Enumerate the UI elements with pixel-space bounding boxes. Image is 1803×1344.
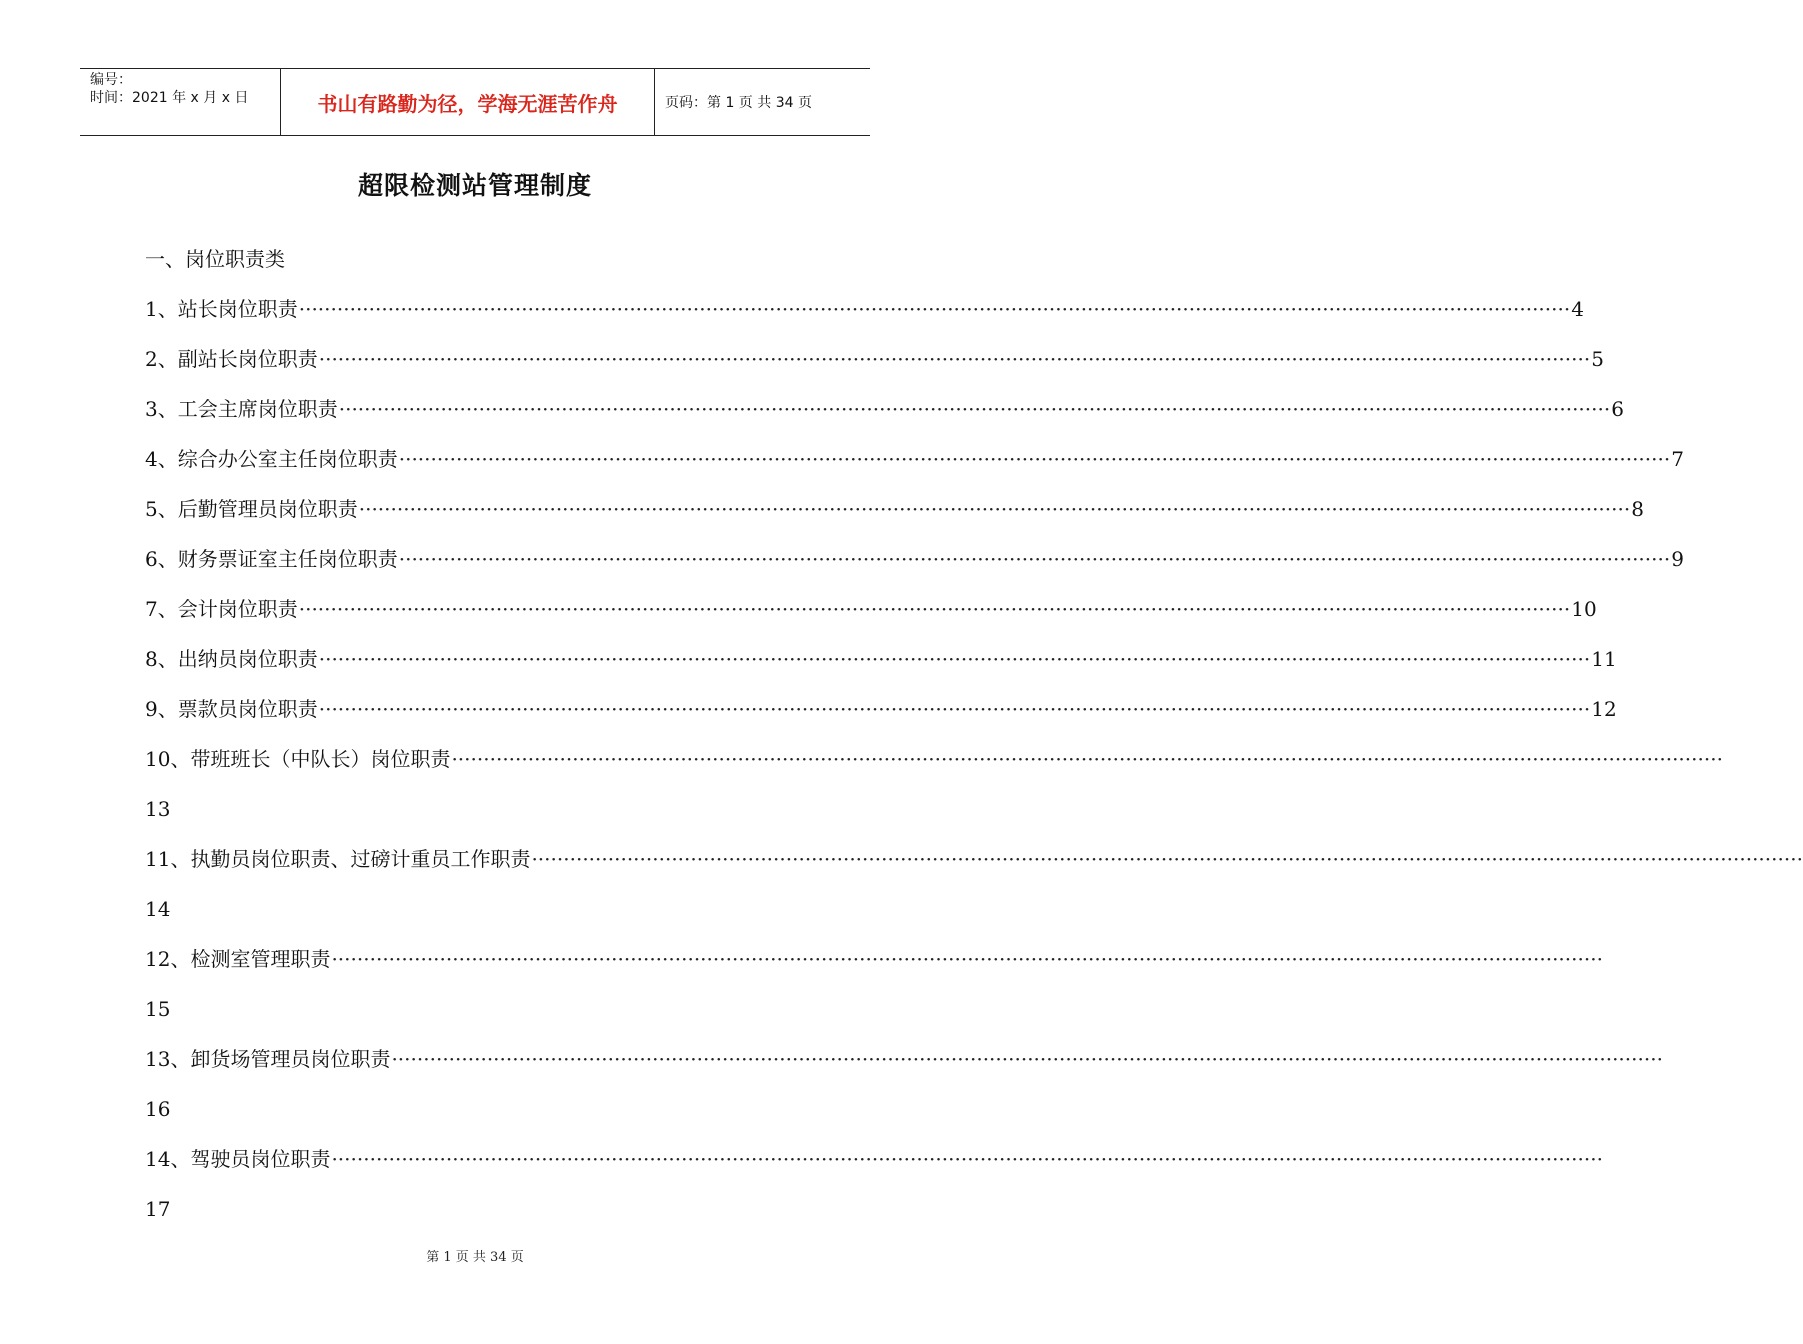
- toc-entry-label: 2、副站长岗位职责: [145, 347, 318, 371]
- toc-entry-page: 12: [1591, 697, 1617, 721]
- toc-leader-dots: ········································································································································································································: [398, 547, 1671, 571]
- toc-entry-label: 12、检测室管理职责: [145, 947, 331, 971]
- toc-entry[interactable]: [145, 296, 1584, 322]
- toc-entry-label: 7、会计岗位职责: [145, 597, 298, 621]
- document-title: 超限检测站管理制度: [357, 171, 592, 200]
- toc-entry[interactable]: [145, 596, 1597, 622]
- toc-entry[interactable]: [145, 446, 1684, 472]
- toc-leader-dots: ········································································································································································································: [398, 447, 1671, 471]
- toc-entry-page: 16: [145, 1097, 171, 1121]
- header-time: 时间：2021 年 x 月 x 日: [90, 90, 249, 106]
- toc-entry-page: 6: [1611, 397, 1624, 421]
- toc-entry-label: 3、工会主席岗位职责: [145, 397, 338, 421]
- toc-entry-page: 8: [1631, 497, 1644, 521]
- toc-entry[interactable]: [145, 646, 1617, 672]
- toc-leader-dots: ········································································································································································································: [338, 397, 1611, 421]
- toc-entry[interactable]: [145, 1146, 1603, 1172]
- page-header: [80, 68, 870, 136]
- toc-entry[interactable]: [145, 846, 1803, 872]
- toc-entry[interactable]: [145, 396, 1624, 422]
- toc-entry[interactable]: [145, 546, 1684, 572]
- page-footer: 第 1 页 共 34 页: [426, 1250, 524, 1265]
- toc-entry-page: 15: [145, 997, 171, 1021]
- section-heading: 一、岗位职责类: [145, 247, 285, 271]
- toc-entry-label: 4、综合办公室主任岗位职责: [145, 447, 398, 471]
- toc-entry-label: 9、票款员岗位职责: [145, 697, 318, 721]
- toc-leader-dots: ········································································································································································································: [298, 597, 1571, 621]
- toc-leader-dots: ········································································································································································································: [331, 947, 1603, 971]
- toc-entry[interactable]: [145, 1046, 1663, 1072]
- toc-entry-page: 7: [1671, 447, 1684, 471]
- toc-leader-dots: ········································································································································································································: [318, 697, 1591, 721]
- toc-entry[interactable]: [145, 946, 1603, 972]
- toc-entry-page: 17: [145, 1197, 171, 1221]
- toc-leader-dots: ········································································································································································································: [318, 347, 1591, 371]
- toc-entry-label: 11、执勤员岗位职责、过磅计重员工作职责: [145, 847, 531, 871]
- header-slogan: 书山有路勤为径，学海无涯苦作舟: [281, 69, 655, 135]
- toc-leader-dots: ········································································································································································································: [451, 747, 1723, 771]
- toc-entry-label: 1、站长岗位职责: [145, 297, 298, 321]
- toc-entry[interactable]: [145, 346, 1604, 372]
- toc-leader-dots: ········································································································································································································: [318, 647, 1591, 671]
- header-page-info: 页码：第 1 页 共 34 页: [665, 95, 812, 111]
- toc-entry-label: 6、财务票证室主任岗位职责: [145, 547, 398, 571]
- header-number: 编号：: [90, 72, 132, 88]
- toc-leader-dots: ········································································································································································································: [358, 497, 1631, 521]
- toc-entry-page: 4: [1571, 297, 1584, 321]
- toc-entry-page: 10: [1571, 597, 1597, 621]
- toc-leader-dots: ········································································································································································································: [531, 847, 1803, 871]
- toc-leader-dots: ········································································································································································································: [331, 1147, 1603, 1171]
- toc-entry-label: 14、驾驶员岗位职责: [145, 1147, 331, 1171]
- toc-leader-dots: ········································································································································································································: [298, 297, 1571, 321]
- toc-entry[interactable]: [145, 696, 1617, 722]
- toc-entry-page: 11: [1591, 647, 1617, 671]
- toc-entry-label: 8、出纳员岗位职责: [145, 647, 318, 671]
- toc-leader-dots: ········································································································································································································: [391, 1047, 1663, 1071]
- toc-entry-label: 5、后勤管理员岗位职责: [145, 497, 358, 521]
- toc-entry-label: 10、带班班长（中队长）岗位职责: [145, 747, 451, 771]
- toc-entry-page: 14: [145, 897, 171, 921]
- toc-entry-page: 13: [145, 797, 171, 821]
- header-meta: [80, 69, 281, 135]
- toc-entry[interactable]: [145, 746, 1723, 772]
- toc-entry-label: 13、卸货场管理员岗位职责: [145, 1047, 391, 1071]
- toc-entry-page: 9: [1671, 547, 1684, 571]
- toc-entry-page: 5: [1591, 347, 1604, 371]
- toc-entry[interactable]: [145, 496, 1644, 522]
